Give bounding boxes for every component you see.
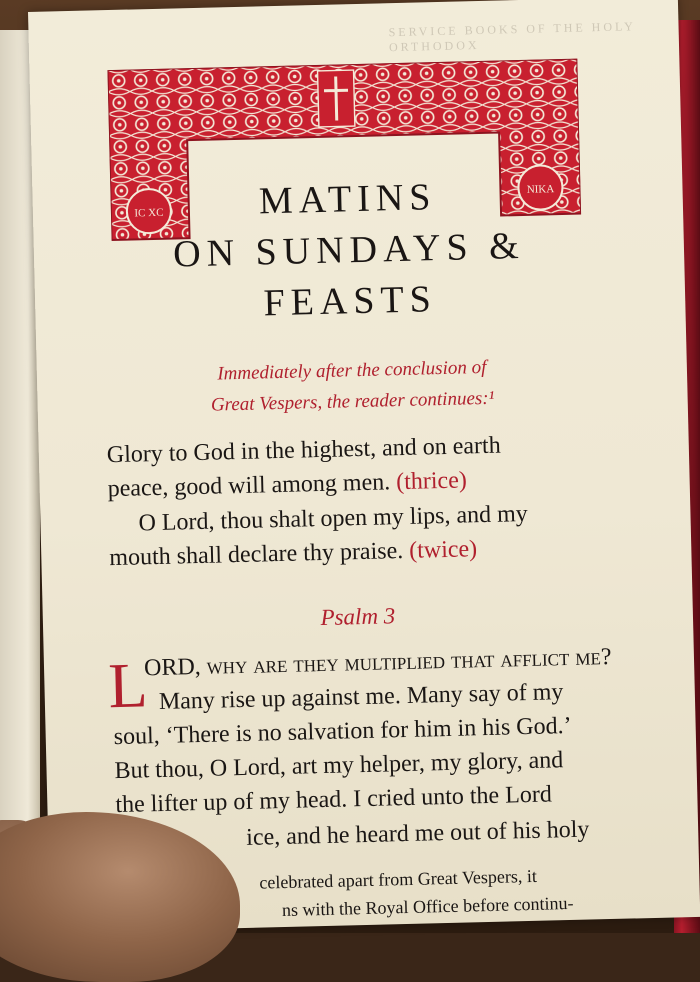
text-line-2 [107, 467, 467, 503]
text-line-4-main: mouth shall declare thy praise. [109, 537, 410, 572]
monogram-right: NIKA [526, 183, 555, 196]
text-line-3: O Lord, thou shalt open my lips, and my [138, 500, 529, 537]
psalm-line-1: ORD, why are they multiplied that afflict me? [143, 643, 612, 682]
rubric-line-2: Great Vespers, the reader continues:¹ [210, 387, 495, 416]
running-head: SERVICE BOOKS OF THE HOLY ORTHODOX [388, 19, 636, 55]
footnote-line-2: ns with the Royal Office before continu- [281, 892, 574, 921]
text-line-4 [109, 536, 477, 572]
title-line-2: ON SUNDAYS & [172, 224, 526, 276]
psalm-line-3: soul, ‘There is no salvation for him in his God.’ [113, 712, 572, 751]
psalm-line-4: But thou, O Lord, art my helper, my glory, and [114, 747, 564, 785]
drop-cap: L [107, 649, 149, 722]
psalm-title: Psalm 3 [320, 603, 396, 631]
psalm-line-6: ice, and he heard me out of his holy [245, 816, 590, 851]
footnote-line-1: celebrated apart from Great Vespers, it [259, 865, 538, 893]
text-line-1: Glory to God in the highest, and on earth [106, 432, 501, 469]
title-line-1: MATINS [258, 176, 437, 223]
psalm-line-2: Many rise up against me. Many say of my [158, 679, 564, 716]
psalm-line-5: the lifter up of my head. I cried unto the Lord [115, 781, 553, 819]
title-line-3: FEASTS [263, 278, 438, 325]
thrice-rubric: (thrice) [395, 467, 468, 496]
monogram-left: IC XC [134, 206, 164, 220]
book-page [28, 0, 700, 933]
twice-rubric: (twice) [408, 536, 478, 564]
rubric-line-1: Immediately after the conclusion of [217, 356, 487, 385]
text-line-2-main: peace, good will among men. [107, 469, 397, 503]
